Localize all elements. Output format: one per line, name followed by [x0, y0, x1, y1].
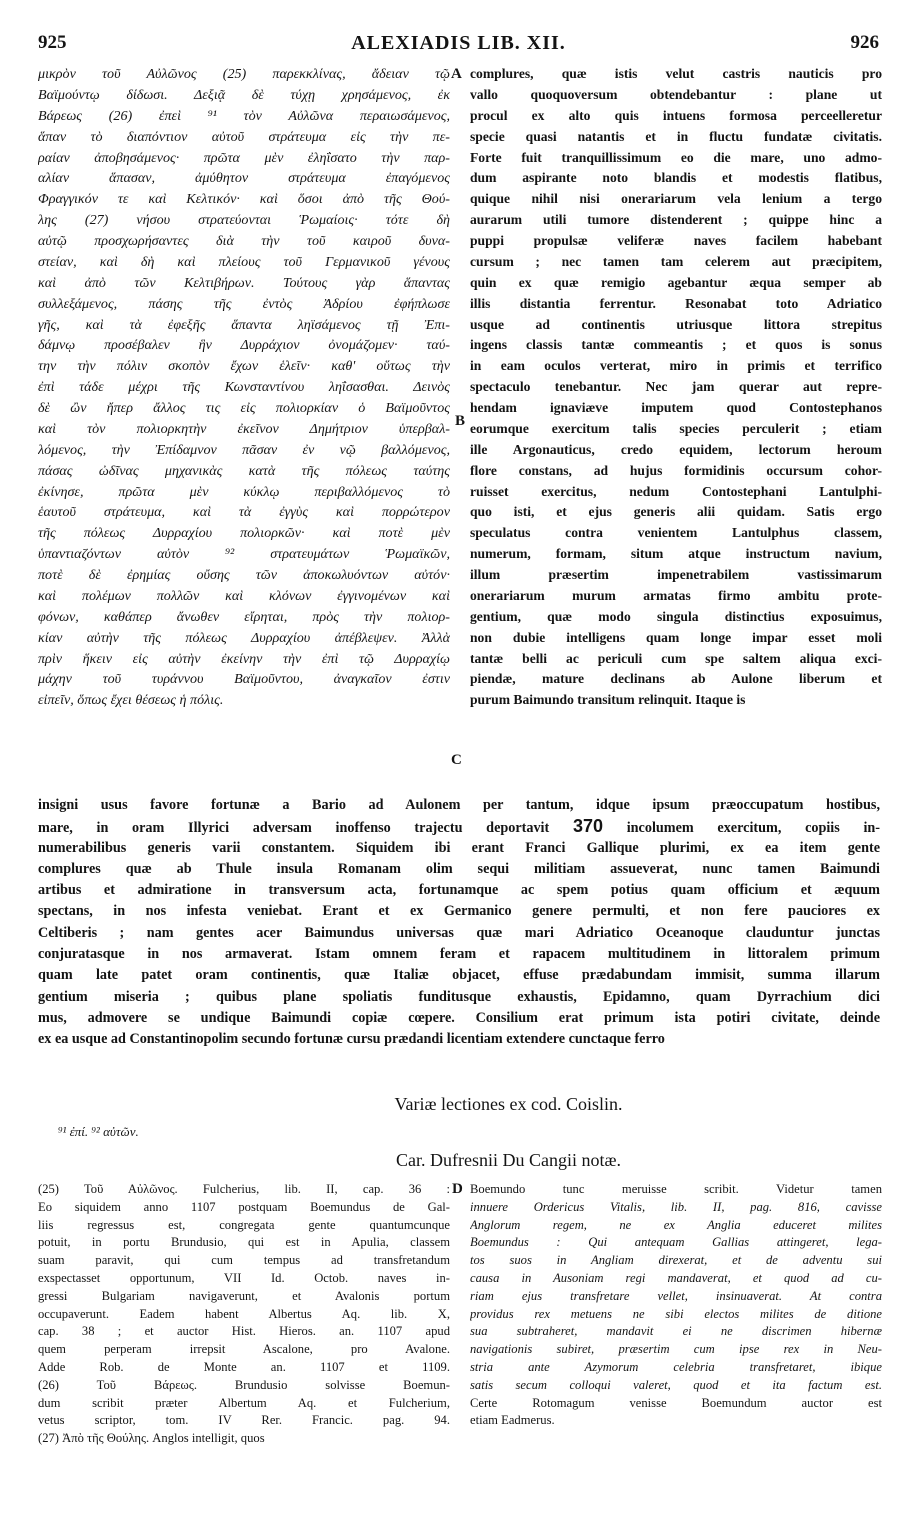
text-line: λόμενος, τὴν Ἐπίδαμνον πᾶσαν ἐν νῷ βαλλόμενος,: [38, 441, 450, 458]
column-number: 370: [572, 816, 603, 837]
text-line: [38, 816, 880, 837]
text-line: συλλεξάμενος, πάσης τῆς ἐντὸς Ἀδρίου ἐφήπλωσε: [38, 295, 450, 312]
text-line: πρὶν ἥκειν εἰς αὐτὴν ἐκείνην τὴν ἐπὶ τῷ Δυρραχίῳ: [38, 650, 450, 667]
text-line: στείαν, καὶ δὴ καὶ πλείους τοῦ Γερμανικοῦ γένους: [38, 253, 450, 270]
notes-heading: Car. Dufresnii Du Cangii notæ.: [396, 1150, 621, 1170]
text-line: ἐπὶ τάδε μέχρι τῆς Κωνσταντίνου ληΐσασθαι. Δεινὸς: [38, 379, 450, 396]
text-line: καὶ πολέμων πολλῶν καὶ κλόνων ἐγγινομένων καὶ: [38, 587, 450, 604]
text-line: riam ejus transfretare vellet, insinuaverat. At contra: [470, 1288, 882, 1303]
text-line: vetus scriptor, tom. IV Rer. Francic. pag. 94.: [38, 1413, 450, 1428]
text-line: αλίαν ἅπασαν, ἀμύθητον στράτευμα ἐπαγόμενος: [38, 170, 450, 187]
text-line: non dubie intelligens quam longe impar esset moli: [470, 629, 882, 645]
text-line: Adde Rob. de Monte an. 1107 et 1109.: [38, 1359, 450, 1374]
text-line: satis secum colloqui valeret, quod et ita factum est.: [470, 1377, 882, 1392]
text-line: (26) Τοῦ Βάρεως. Brundusio solvisse Boemun-: [38, 1377, 450, 1392]
text-line: spectans, in nos infesta veniebat. Erant et ex Germanico genere permulti, et non fere pauciores ex: [38, 903, 880, 920]
text-line: innuere Ordericus Vitalis, lib. II, pag. 816, cavisse: [470, 1199, 882, 1214]
text-line: ruisset exercitus, nedum Contostephani Lantulphi-: [470, 483, 882, 499]
text-line: Forte fuit tranquillissimum eo die mare, uno admo-: [470, 149, 882, 165]
variae-lectiones-heading: Variæ lectiones ex cod. Coislin.: [394, 1094, 623, 1114]
text-line: Boemundo tunc meruisse scribit. Videtur tamen: [470, 1182, 882, 1196]
full-width-latin-text: [38, 795, 880, 1051]
text-line: αὐτῷ προσχωρήσαντες διὰ τὴν τοῦ καιροῦ δυνα-: [38, 233, 450, 249]
text-line: quin ex quæ remigio agebantur æqua semper ab: [470, 274, 882, 290]
text-line: φόνων, καθάπερ ἄνωθεν εἴρηται, πρὸς τὴν πολιορ-: [38, 608, 450, 625]
text-line: γῆς, καὶ τὰ ἐφεξῆς ἅπαντα ληϊσάμενος τῇ Ἐπι-: [38, 316, 450, 333]
text-line: dum scribit præter Albertum Aq. et Fulcherium,: [38, 1395, 450, 1410]
margin-letter-b: B: [455, 413, 466, 429]
notes-left-column: [38, 1181, 450, 1448]
text-line: ραίαν ἀποβησάμενος· πρῶτα μὲν ἐληΐσατο τὴν παρ-: [38, 149, 450, 166]
text-line: Boemundus : Qui antequam Gallias attingeret, lega-: [470, 1235, 882, 1250]
text-line: conjuratasque in nos armaverat. Istam omnem feram et rapacem multitudinem in littoralem primum: [38, 946, 880, 963]
text-line: eorumque exercitum talis species perculerit ; etiam: [470, 420, 882, 436]
text-line: Certe Rotomagum venisse Boemundum auctor est: [470, 1395, 882, 1410]
text-line: specie quasi natantis et in fluctu fundatæ civitatis.: [470, 128, 882, 144]
text-line: ἑαυτοῦ στράτευμα, καὶ τὰ ἐγγὺς καὶ πορρώτερον: [38, 504, 450, 521]
text-line: dum aspirante noto blandis et modestis flatibus,: [470, 170, 882, 186]
text-line: cursum ; nec tamen tam celerem aut præcipitem,: [470, 253, 882, 269]
page-header: [38, 30, 879, 60]
text-line: quique nihil nisi onerariarum vela lenium a tergo: [470, 191, 882, 207]
text-line: Anglorum regem, ne ex Anglia educeret milites: [470, 1217, 882, 1232]
text-line: καὶ τὸν πολιορκητὴν ἐκεῖνον Δημήτριον ὑπερβαλ-: [38, 420, 450, 437]
text-line: εἰπεῖν, ὅπως ἔχει θέσεως ἡ πόλις.: [38, 692, 224, 709]
text-line: onerariarum murum armatas firmo ambitu prote-: [470, 587, 882, 603]
text-line: Eo siquidem anno 1107 postquam Boemundus de Gal-: [38, 1199, 450, 1214]
text-line: gressi Bulgariam navigaverunt, et Avalonis portum: [38, 1288, 450, 1303]
text-line: μικρὸν τοῦ Αὐλῶνος (25) παρεκκλίνας, ἄδειαν τῷ: [38, 66, 450, 82]
text-line: stria ante Azymorum celebria transfretaret, ibique: [470, 1359, 882, 1374]
text-line: ποτὲ δὲ ἐρημίας οὔσης τῶν ἀποκωλυόντων αὐτόν·: [38, 567, 450, 583]
text-line: ἐκίνησε, πρῶτα μὲν κύκλῳ περιβαλλόμενος τὸ: [38, 483, 450, 500]
text-line: tos suos in Angliam direxerat, et de adventu sui: [470, 1253, 882, 1268]
text-line: ingens classis tantæ commeantis ; et quos is sonus: [470, 337, 882, 353]
page-number-left: 925: [38, 32, 67, 53]
text-line: quem perperam irrepsit Ascalone, pro Avalone.: [38, 1342, 450, 1357]
running-title: ALEXIADIS LIB. XII.: [351, 32, 566, 54]
text-line: πάσας ὠδῖνας μηχανικὰς κατὰ τῆς πόλεως ταύτης: [38, 462, 450, 479]
text-line: providus rex metuens ne sibi electos milites de ditione: [470, 1306, 882, 1321]
text-line: ex ea usque ad Constantinopolim secundo fortunæ cursu prædandi licentiam extendere cunctaque ferro: [38, 1031, 665, 1048]
text-line: suam paravit, qui cum tempus ad transfretandum: [38, 1253, 450, 1268]
text-line: potuit, in portu Brundusio, qui est in Apulia, classem: [38, 1235, 450, 1250]
text-line: complures, quæ istis velut castris nauticis pro: [470, 66, 882, 81]
text-line: hendam ignaviæve imputem quod Contostephanos: [470, 400, 882, 415]
text-line: causa in Ausoniam regi mandaverat, et quod ad cu-: [470, 1270, 882, 1285]
text-line: (25) Τοῦ Αὐλῶνος. Fulcherius, lib. II, cap. 36 :: [38, 1182, 450, 1196]
text-line: gentium, quæ modo singula distinctius exposuimus,: [470, 608, 882, 624]
text-line: navigationis subiret, præsertim cum ipse rex in Neu-: [470, 1342, 882, 1357]
text-line: Φραγγικόν τε καὶ Κελτικόν· καὶ ὅσοι ἀπὸ τῆς Θού-: [38, 191, 450, 208]
text-line: ἅπαν τὸ διαπόντιον αὐτοῦ στράτευμα εἰς τὴν πε-: [38, 128, 450, 145]
margin-letter-a: A: [451, 66, 462, 82]
text-line: numerabilibus generis varii constantem. Siquidem ibi erant Franci Gallique plurimi, ex ea item gente: [38, 839, 880, 856]
text-line: purum Baimundo transitum relinquit. Itaque is: [470, 692, 746, 708]
text-line: Celtiberis ; nam gentes acer Baimundus universas quæ mari Adriatico Oceanoque clauduntur junctas: [38, 924, 880, 941]
text-line: ille Argonauticus, credo equidem, lectorum heroum: [470, 441, 882, 457]
text-segment: incolumem exercitum, copiis in-: [626, 820, 880, 837]
text-line: την τὴν πόλιν σκοπὸν ἔχων ἑλεῖν· καθ' οὕτως τὴν: [38, 358, 450, 375]
margin-letter-d: D: [452, 1181, 463, 1197]
page-number-right: 926: [850, 32, 879, 53]
text-line: artibus et admiratione in transversum acta, fortunamque ac spem potius quam officium et æquum: [38, 882, 880, 899]
text-line: vallo quoquoversum obtendebantur : plane ut: [470, 86, 882, 102]
text-line: exspectasset opportunum, VII Id. Octob. naves in-: [38, 1270, 450, 1285]
text-line: occupaverunt. Eadem habent Albertus Aq. lib. X,: [38, 1306, 450, 1321]
text-line: piendæ, mature declinans ab Aulone liberum et: [470, 671, 882, 687]
text-line: tantæ belli ac periculi cum spe saltem aliqua exci-: [470, 650, 882, 666]
text-line: aurarum utili tumore distenderent ; quippe hinc a: [470, 212, 882, 228]
margin-letter-c: C: [451, 752, 462, 768]
text-line: puppi propulsæ veliferæ naves facilem habebant: [470, 233, 882, 248]
text-line: cap. 38 ; et auctor Hist. Hieros. an. 1107 apud: [38, 1324, 450, 1339]
text-line: spectaculo tenebantur. Nec jam querar aut repre-: [470, 379, 882, 395]
text-line: sua subtraheret, mandavit ei ne discrimen hibernæ: [470, 1324, 882, 1339]
text-line: quam late patet oram continentis, quæ Italiæ objacet, effuse prædabundam immisit, summa illarum: [38, 967, 880, 984]
text-line: gentium miseria ; quibus plane spoliatis funditusque exhaustis, Epidamno, quam Dyrrachium dici: [38, 988, 880, 1005]
text-line: in eam oculos verterat, miro in primis et terrifico: [470, 358, 882, 374]
text-line: speculatus contra venientem Lantulphus classem,: [470, 525, 882, 541]
text-line: τῆς πόλεως Δυρραχίου πολιορκῶν· καὶ ποτὲ μὲν: [38, 525, 450, 542]
text-line: etiam Eadmerus.: [470, 1413, 555, 1428]
greek-text-column: [38, 64, 450, 711]
text-line: insigni usus favore fortunæ a Bario ad Aulonem per tantum, idque ipsum præoccupatum hostibus,: [38, 797, 880, 813]
text-segment: mare, in oram Illyrici adversam inoffenso trajectu deportavit: [38, 820, 550, 837]
text-line: Βαϊμούντῳ δίδωσι. Δεξιᾷ δὲ τύχῃ χρησάμενος, ἐκ: [38, 86, 450, 103]
text-line: ὑπαντιαζόντων αὐτὸν ⁹² στρατευμάτων Ῥωμαϊκῶν,: [38, 546, 450, 563]
text-line: καὶ ἀπὸ τῶν Κελτιβήρων. Τούτους γὰρ ἅπαντας: [38, 274, 450, 291]
text-line: usque ad continentis utriusque littora strepitus: [470, 316, 882, 332]
notes-right-column: [470, 1181, 882, 1430]
text-line: complures quæ ab Thule insula Romanam olim sequi militiam assueverat, nunc tamen Baimundi: [38, 860, 880, 877]
text-line: μάχην τοῦ τυράννου Βαϊμοῦντου, ἀναγκαῖον ἐστιν: [38, 671, 450, 688]
text-line: illis distantia ferrentur. Resonabat toto Adriatico: [470, 295, 882, 311]
text-line: κίαν αὐτὴν τῆς πόλεως Δυρραχίου ἀπέβλεψεν. Ἀλλὰ: [38, 629, 450, 646]
text-line: flore constans, ad hujus formidinis occursum cohor-: [470, 462, 882, 478]
latin-text-column: [470, 64, 882, 711]
text-line: λης (27) νήσου στρατεύονται Ῥωμαίοις· τότε δὴ: [38, 212, 450, 229]
text-line: Βάρεως (26) ἐπεὶ ⁹¹ τὸν Αὐλῶνα περαιωσάμενος,: [38, 107, 450, 124]
text-line: δάμνῳ προσέβαλεν ἣν Δυρράχιον ὀνομάζομεν· ταύ-: [38, 337, 450, 354]
text-line: δὲ ὢν ἤπερ ἄλλος τις εἰς πολιορκίαν ὁ Βαϊμοῦντος: [38, 400, 450, 416]
text-line: liis regressus est, congregata gente quantumcunque: [38, 1217, 450, 1232]
text-line: numerum, formam, situm atque instructum navium,: [470, 546, 882, 562]
text-line: illum præsertim impenetrabilem vastissimarum: [470, 567, 882, 582]
variant-readings: ⁹¹ ἐπί. ⁹² αὐτῶν.: [58, 1124, 139, 1139]
text-line: procul ex alto quis intuens formosa perceelleretur: [470, 107, 882, 123]
text-line: mus, admovere se undique Baimundi copiæ cœpere. Consilium erat primum ista potiri civitate, deinde: [38, 1009, 880, 1026]
text-line: quo isti, et ejus generis alii quidam. Satis ergo: [470, 504, 882, 520]
text-line: (27) Ἀπὸ τῆς Θούλης. Anglos intelligit, quos: [38, 1431, 265, 1446]
